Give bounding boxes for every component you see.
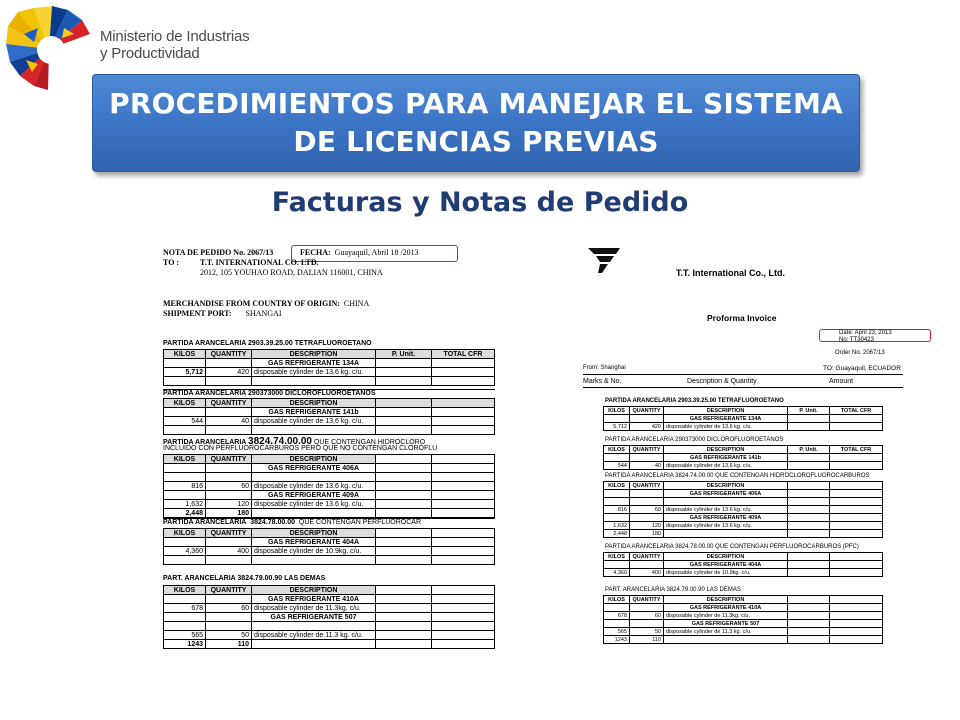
kilos-cell: 565 xyxy=(604,628,630,636)
table-row xyxy=(604,604,883,612)
col-kilos: KILOS xyxy=(604,446,630,454)
total-qty-cell: 180 xyxy=(206,509,252,518)
kilos-cell: 678 xyxy=(164,604,206,613)
kilos-cell: 678 xyxy=(604,612,630,620)
col-description: DESCRIPTION xyxy=(664,446,788,454)
total-kilos-cell: 1243 xyxy=(164,640,206,649)
col-description: DESCRIPTION xyxy=(252,529,376,538)
col-punit: P. Unit. xyxy=(788,446,830,454)
col-quantity: QUANTITY xyxy=(206,350,252,359)
desc-cell: disposable cylinder de 13.6 kg. c/u. xyxy=(664,506,788,514)
kilos-cell: 4,360 xyxy=(164,547,206,556)
qty-cell: 420 xyxy=(630,423,664,431)
proforma-to: TO: Guayaquil, ECUADOR xyxy=(823,365,901,372)
amount-header: Amount xyxy=(829,378,854,385)
kilos-cell: 565 xyxy=(164,631,206,640)
table-row xyxy=(604,569,883,577)
partida-2-table xyxy=(603,445,883,470)
table-row xyxy=(604,462,883,470)
table-header-row xyxy=(164,350,495,359)
table-row xyxy=(604,415,883,423)
partida-5-label: PART. ARANCELARIA 3824.79.00.90 LAS DEMAS xyxy=(605,587,741,593)
col-quantity: QUANTITY xyxy=(206,586,252,595)
col-punit: P. Unit. xyxy=(788,407,830,415)
page-subtitle: Facturas y Notas de Pedido xyxy=(271,187,689,218)
nota-title: NOTA DE PEDIDO No. 2067/13 xyxy=(163,248,274,257)
col-kilos: KILOS xyxy=(164,455,206,464)
kilos-cell: 4,360 xyxy=(604,569,630,577)
qty-cell: 40 xyxy=(206,417,252,426)
total-kilos-cell: 2,448 xyxy=(604,530,630,538)
col-quantity: QUANTITY xyxy=(630,482,664,490)
proforma-invoice-document xyxy=(583,244,903,656)
kilos-cell: 5,712 xyxy=(604,423,630,431)
partida-4-label-a: PARTIDA ARANCELARIA xyxy=(163,519,247,526)
qty-cell: 120 xyxy=(206,500,252,509)
table-row xyxy=(604,620,883,628)
col-kilos: KILOS xyxy=(604,482,630,490)
col-total: TOTAL CFR xyxy=(830,446,883,454)
kilos-cell: 5,712 xyxy=(164,368,206,377)
banner-title: PROCEDIMIENTOS PARA MANEJAR EL SISTEMA DE LICENCIAS PREVIAS xyxy=(109,87,843,158)
proforma-from: From: Shanghai xyxy=(583,365,626,371)
table-row xyxy=(164,482,495,491)
col-kilos: KILOS xyxy=(164,529,206,538)
desc-cell: disposable cylinder de 13.6 kg. c/u. xyxy=(252,482,376,491)
partida-4-code: 3824.78.00.00 xyxy=(250,519,296,526)
table-total-row xyxy=(164,509,495,518)
col-kilos: KILOS xyxy=(164,399,206,408)
product-name: GAS REFRIGERANTE 410A xyxy=(664,604,788,612)
table-row xyxy=(164,613,495,622)
ministry-name xyxy=(100,28,249,62)
kilos-cell: 544 xyxy=(604,462,630,470)
col-quantity: QUANTITY xyxy=(630,553,664,561)
col-description: DESCRIPTION xyxy=(664,553,788,561)
table-row xyxy=(164,426,495,435)
total-kilos-cell: 1243 xyxy=(604,636,630,644)
partida-1-table xyxy=(163,349,495,386)
table-total-row xyxy=(604,530,883,538)
kilos-cell: 816 xyxy=(604,506,630,514)
marks-header: Marks & No. xyxy=(583,378,622,385)
partida-1-table xyxy=(603,406,883,431)
desc-qty-header: Description & Quantity xyxy=(687,378,757,385)
table-row xyxy=(164,604,495,613)
col-quantity: QUANTITY xyxy=(206,455,252,464)
table-row xyxy=(164,473,495,482)
col-total: TOTAL CFR xyxy=(830,407,883,415)
table-row xyxy=(604,423,883,431)
desc-cell: disposable cylinder de 11.3kg. c/u. xyxy=(252,604,376,613)
table-row xyxy=(164,595,495,604)
divider xyxy=(583,374,903,375)
qty-cell: 50 xyxy=(630,628,664,636)
col-quantity: QUANTITY xyxy=(206,399,252,408)
proforma-company: T.T. International Co., Ltd. xyxy=(676,268,785,278)
partida-3-label-d: INCLUIDO CON PERFLUOROCARBUROS PERO QUE NO CONTENGAN CLOROFLU xyxy=(163,445,438,452)
table-row xyxy=(604,612,883,620)
divider xyxy=(583,387,903,388)
col-total: TOTAL CFR xyxy=(432,350,495,359)
table-row xyxy=(604,454,883,462)
col-quantity: QUANTITY xyxy=(630,407,664,415)
partida-3-label: PARTIDA ARANCELARIA 3824.74.00.00 QUE CONTENGAN HIDROCLOROFLUOROCARBUROS xyxy=(605,473,870,479)
table-row xyxy=(164,359,495,368)
table-row xyxy=(164,491,495,500)
proforma-number: No: TT30423 xyxy=(839,337,874,343)
to-company: T.T. INTERNATIONAL CO. LTD. xyxy=(200,258,319,267)
proforma-order-number: Order No. 2067/13 xyxy=(835,350,885,356)
col-quantity: QUANTITY xyxy=(630,596,664,604)
fecha-value: Guayaquil, Abril 18 /2013 xyxy=(334,248,419,257)
to-label: TO : xyxy=(163,258,180,267)
table-row xyxy=(164,408,495,417)
product-name: GAS REFRIGERANTE 409A xyxy=(252,491,376,500)
fecha-label: FECHA: xyxy=(300,248,331,257)
qty-cell: 60 xyxy=(630,506,664,514)
partida-2-table xyxy=(163,398,495,435)
table-row xyxy=(604,522,883,530)
total-qty-cell: 110 xyxy=(206,640,252,649)
product-name: GAS REFRIGERANTE 507 xyxy=(664,620,788,628)
col-description: DESCRIPTION xyxy=(252,399,376,408)
partida-5-table xyxy=(603,595,883,644)
partida-3-label-a: PARTIDA ARANCELARIA xyxy=(163,439,247,446)
product-name: GAS REFRIGERANTE 134A xyxy=(252,359,376,368)
table-row xyxy=(604,514,883,522)
shipment-port xyxy=(163,309,282,318)
col-kilos: KILOS xyxy=(164,350,206,359)
proforma-title: Proforma Invoice xyxy=(707,313,777,323)
table-row xyxy=(164,622,495,631)
desc-cell: disposable cylinder de 13,6 kg. c/u. xyxy=(252,368,376,377)
product-name: GAS REFRIGERANTE 404A xyxy=(252,538,376,547)
total-qty-cell: 110 xyxy=(630,636,664,644)
partida-2-label: PARTIDA ARANCELARIA 290373000 DICLOROFLUOROETANOS xyxy=(605,437,784,443)
partida-4-label: PARTIDA ARANCELARIA 3824.78.00.00 QUE CONTENGAN PERFLUOROCARBUROS (PFC) xyxy=(605,544,859,550)
table-row xyxy=(164,556,495,565)
col-punit: P. Unit. xyxy=(376,350,432,359)
table-row xyxy=(164,500,495,509)
qty-cell: 420 xyxy=(206,368,252,377)
col-kilos: KILOS xyxy=(604,407,630,415)
kilos-cell: 1,632 xyxy=(164,500,206,509)
qty-cell: 120 xyxy=(630,522,664,530)
product-name: GAS REFRIGERANTE 406A xyxy=(252,464,376,473)
desc-cell: disposable cylinder de 13.6 kg. c/u. xyxy=(252,500,376,509)
partida-1-label: PARTIDA ARANCELARIA 2903.39.25.00 TETRAFLUOROETANO xyxy=(605,398,784,404)
desc-cell: disposable cylinder de 13.6 kg. c/u. xyxy=(664,522,788,530)
desc-cell: disposable cylinder de 11.3 kg. c/u. xyxy=(664,628,788,636)
desc-cell: disposable cylinder de 13,6 kg. c/u. xyxy=(664,423,788,431)
proforma-date: Date: April 23, 2013 xyxy=(839,330,892,336)
table-row xyxy=(164,417,495,426)
nota-de-pedido-document xyxy=(160,244,500,654)
partida-1-label: PARTIDA ARANCELARIA 2903.39.25.00 TETRAFLUOROETANO xyxy=(163,340,372,347)
desc-cell: disposable cylinder de 10.9kg. c/u. xyxy=(252,547,376,556)
kilos-cell: 544 xyxy=(164,417,206,426)
qty-cell: 40 xyxy=(630,462,664,470)
col-quantity: QUANTITY xyxy=(206,529,252,538)
merch-label: MERCHANDISE FROM COUNTRY OF ORIGIN: xyxy=(163,299,340,308)
col-kilos: KILOS xyxy=(604,553,630,561)
table-total-row xyxy=(164,640,495,649)
desc-cell: disposable cylinder de 13,6 kg. c/u. xyxy=(664,462,788,470)
total-qty-cell: 180 xyxy=(630,530,664,538)
qty-cell: 400 xyxy=(630,569,664,577)
col-description: DESCRIPTION xyxy=(252,350,376,359)
partida-3-label-c: QUE CONTENGAN HIDROCLORO xyxy=(313,439,426,446)
col-kilos: KILOS xyxy=(604,596,630,604)
table-row xyxy=(164,464,495,473)
partida-5-label: PART. ARANCELARIA 3824.79.00.90 LAS DEMAS xyxy=(163,575,326,582)
table-row xyxy=(604,498,883,506)
qty-cell: 60 xyxy=(630,612,664,620)
col-description: DESCRIPTION xyxy=(664,596,788,604)
col-quantity: QUANTITY xyxy=(630,446,664,454)
table-row xyxy=(604,490,883,498)
partida-3-code: 3824.74.00.00 xyxy=(248,436,312,447)
ministry-logo-icon xyxy=(4,4,94,94)
product-name: GAS REFRIGERANTE 406A xyxy=(664,490,788,498)
product-name: GAS REFRIGERANTE 507 xyxy=(252,613,376,622)
merch-value: CHINA xyxy=(343,299,370,308)
product-name: GAS REFRIGERANTE 134A xyxy=(664,415,788,423)
col-kilos: KILOS xyxy=(164,586,206,595)
total-kilos-cell: 2,448 xyxy=(164,509,206,518)
table-row xyxy=(164,631,495,640)
table-row xyxy=(164,547,495,556)
col-description: DESCRIPTION xyxy=(664,407,788,415)
port-label: SHIPMENT PORT: xyxy=(163,309,232,318)
table-row xyxy=(604,628,883,636)
product-name: GAS REFRIGERANTE 409A xyxy=(664,514,788,522)
partida-5-table xyxy=(163,585,495,649)
partida-4-table xyxy=(603,552,883,577)
partida-3-table xyxy=(603,481,883,538)
title-banner xyxy=(92,74,860,172)
col-description: DESCRIPTION xyxy=(252,586,376,595)
merch-origin xyxy=(163,299,369,308)
port-value: SHANGAI xyxy=(245,309,282,318)
col-description: DESCRIPTION xyxy=(252,455,376,464)
kilos-cell: 816 xyxy=(164,482,206,491)
qty-cell: 60 xyxy=(206,482,252,491)
product-name: GAS REFRIGERANTE 141b xyxy=(664,454,788,462)
desc-cell: disposable cylinder de 11.3kg. c/u. xyxy=(664,612,788,620)
desc-cell: disposable cylinder de 10.9kg. c/u. xyxy=(664,569,788,577)
table-total-row xyxy=(604,636,883,644)
partida-4-label xyxy=(163,518,495,526)
product-name: GAS REFRIGERANTE 404A xyxy=(664,561,788,569)
ministry-line-2: y Productividad xyxy=(100,45,200,62)
table-row xyxy=(164,368,495,377)
partida-3-table xyxy=(163,454,495,518)
partida-4-label-c: QUE CONTENGAN PERFLUOROCAR xyxy=(298,519,422,526)
qty-cell: 60 xyxy=(206,604,252,613)
partida-4-table xyxy=(163,528,495,565)
to-address: 2012, 105 YOUHAO ROAD, DALIAN 116001, CHINA xyxy=(200,268,383,277)
desc-cell: disposable cylinder de 13,6 kg. c/u. xyxy=(252,417,376,426)
partida-2-label: PARTIDA ARANCELARIA 290373000 DICLOROFLUOROETANOS xyxy=(163,389,495,397)
ministry-line-1: Ministerio de Industrias xyxy=(100,28,250,45)
kilos-cell: 1,632 xyxy=(604,522,630,530)
col-description: DESCRIPTION xyxy=(664,482,788,490)
table-row xyxy=(604,561,883,569)
table-row xyxy=(604,506,883,514)
desc-cell: disposable cylinder de 11.3 kg. c/u. xyxy=(252,631,376,640)
product-name: GAS REFRIGERANTE 141b xyxy=(252,408,376,417)
qty-cell: 50 xyxy=(206,631,252,640)
product-name: GAS REFRIGERANTE 410A xyxy=(252,595,376,604)
table-row xyxy=(164,538,495,547)
table-row xyxy=(164,377,495,386)
qty-cell: 400 xyxy=(206,547,252,556)
